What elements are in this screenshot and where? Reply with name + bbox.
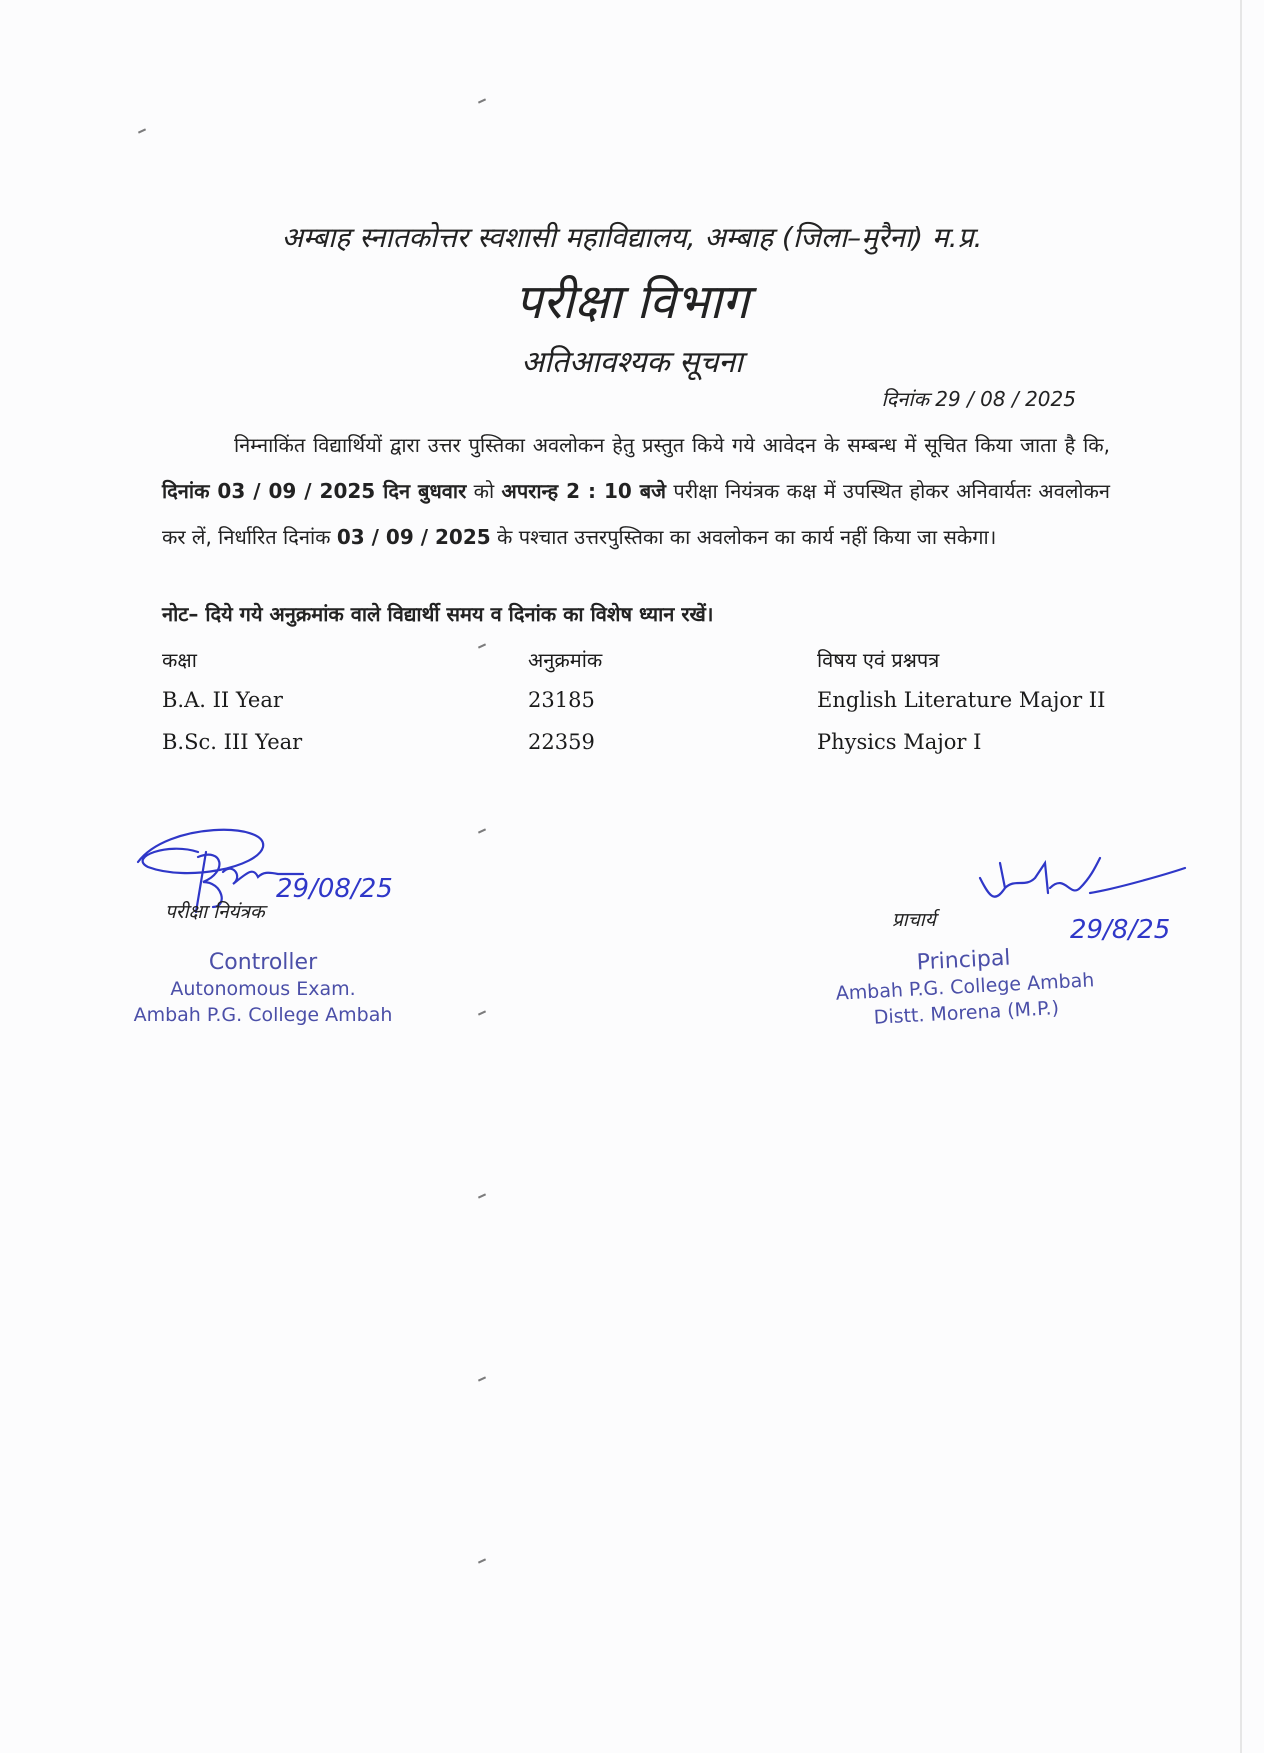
principal-signature <box>970 848 1220 948</box>
stamp-line: Autonomous Exam. <box>170 978 356 1000</box>
exam-time: अपरान्ह 2 : 10 बजे <box>501 479 667 503</box>
header-subject: विषय एवं प्रश्नपत्र <box>817 648 940 672</box>
table-header-row <box>162 646 1112 688</box>
cell-subject: Physics Major I <box>817 730 982 754</box>
cell-roll-number: 22359 <box>528 730 595 754</box>
notice-body <box>162 422 1110 560</box>
principal-stamp <box>818 940 1112 1033</box>
scan-edge <box>1240 0 1242 1753</box>
stamp-line: Distt. Morena (M.P.) <box>873 997 1060 1029</box>
controller-label: परीक्षा नियंत्रक <box>165 901 265 923</box>
student-table <box>162 646 1112 772</box>
controller-handwritten-date: 29/08/25 <box>276 874 393 904</box>
body-text-4: के पश्चात उत्तरपुस्तिका का अवलोकन का कार्य नहीं किया जा सकेगा। <box>497 525 997 549</box>
scan-speck <box>478 1558 486 1563</box>
table-row <box>162 730 1112 772</box>
controller-stamp <box>118 950 408 1028</box>
scan-speck <box>478 828 486 833</box>
cell-roll-number: 23185 <box>528 688 595 712</box>
note-text: नोट– दिये गये अनुक्रमांक वाले विद्यार्थी समय व दिनांक का विशेष ध्यान रखें। <box>162 602 714 626</box>
stamp-line: Ambah P.G. College Ambah <box>835 969 1095 1005</box>
cell-subject: English Literature Major II <box>817 688 1106 712</box>
scan-speck <box>478 98 486 103</box>
notice-title: अतिआवश्यक सूचना <box>521 345 743 380</box>
header-roll-number: अनुक्रमांक <box>528 648 603 672</box>
cell-class: B.A. II Year <box>162 688 283 712</box>
cell-class: B.Sc. III Year <box>162 730 303 754</box>
principal-handwritten-date: 29/8/25 <box>1070 915 1171 945</box>
stamp-line: Ambah P.G. College Ambah <box>133 1004 393 1026</box>
scan-speck <box>478 1010 486 1015</box>
department-title: परीक्षा विभाग <box>515 274 749 330</box>
principal-label: प्राचार्य <box>892 909 936 931</box>
deadline-date: 03 / 09 / 2025 <box>336 525 491 549</box>
body-text-3: परीक्षा नियंत्रक कक्ष में उपस्थित होकर अनिवार्यतः अवलोकन कर लें, निर्धारित दिनांक <box>162 479 1111 549</box>
exam-date-day: दिनांक 03 / 09 / 2025 दिन बुधवार <box>162 479 467 503</box>
notice-date: दिनांक 29 / 08 / 2025 <box>881 387 1076 411</box>
header-class: कक्षा <box>162 648 197 672</box>
scan-speck <box>478 1193 486 1198</box>
table-row <box>162 688 1112 730</box>
scan-speck <box>478 1376 486 1381</box>
body-text-1: निम्नाकिंत विद्यार्थियों द्वारा उत्तर पुस्तिका अवलोकन हेतु प्रस्तुत किये गये आवेदन के सम्बन्ध में सूचित किया जाता है कि, <box>234 433 1110 457</box>
body-text-2: को <box>473 479 495 503</box>
stamp-line: Principal <box>916 945 1012 976</box>
scan-speck <box>138 128 146 133</box>
stamp-line: Controller <box>208 950 318 975</box>
college-name: अम्बाह स्नातकोत्तर स्वशासी महाविद्यालय, अम्बाह (जिला–मुरैना) म.प्र. <box>281 221 983 254</box>
